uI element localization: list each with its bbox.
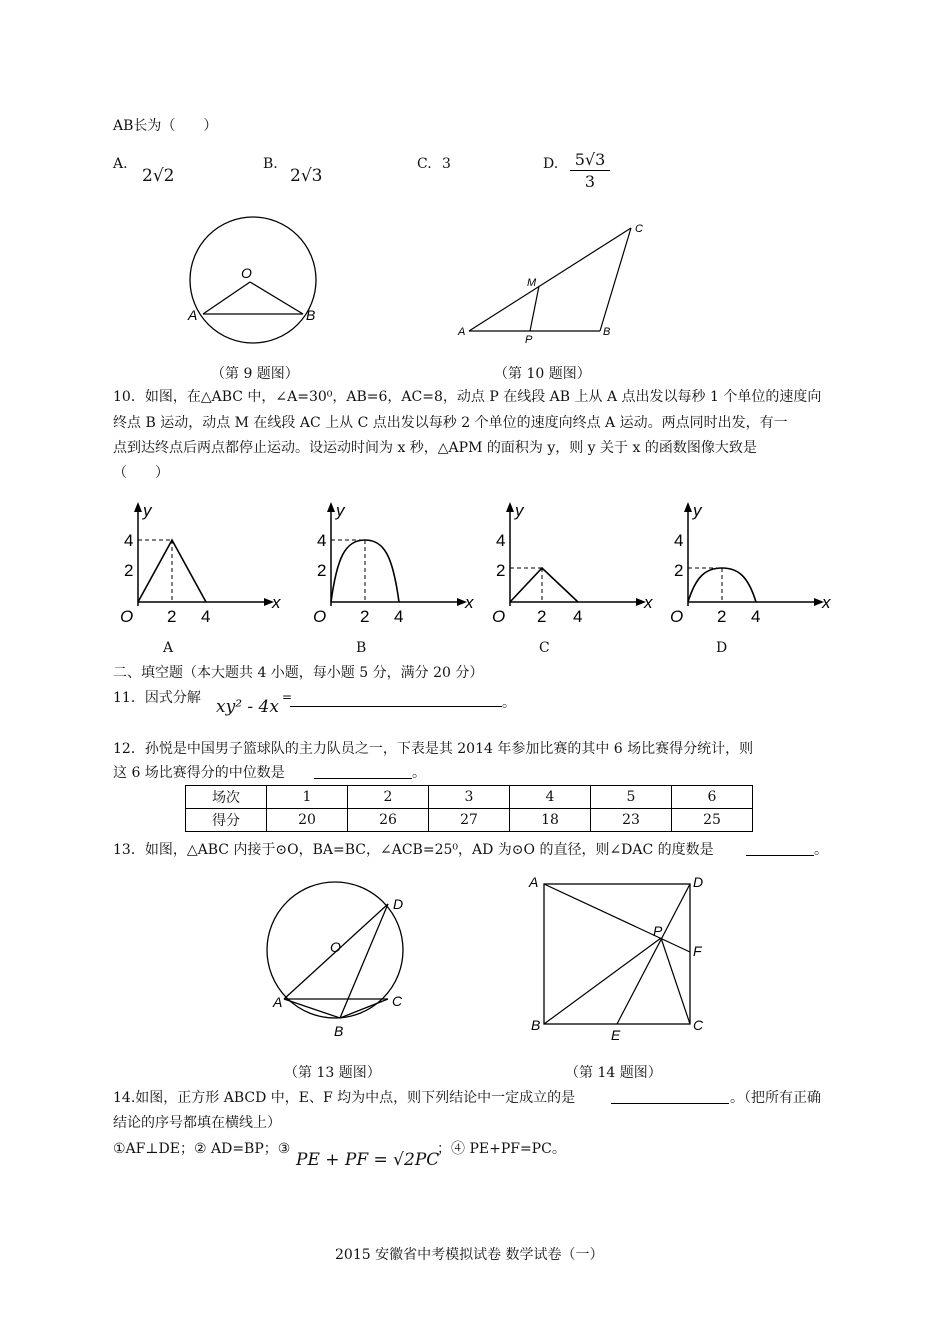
fig9-label-a: A [188, 307, 198, 323]
page-footer: 2015 安徽省中考模拟试卷 数学试卷（一） [335, 1247, 604, 1263]
fig10-side-ac [469, 228, 631, 331]
q14-conclusions-1-2: ①AF⊥DE；② AD=BP；③ [113, 1141, 291, 1157]
graph-d-ytick-4: 4 [674, 531, 684, 550]
q14-answer-blank[interactable] [611, 1089, 729, 1104]
q14-line1-suffix: 。（把所有正确 [730, 1090, 821, 1106]
fig9-radius-oa [203, 282, 250, 314]
fig14-label-b: B [531, 1017, 541, 1033]
fig10-label-p: P [525, 334, 533, 346]
table-cell: 23 [591, 809, 672, 832]
q9-choice-c-value: 3 [442, 156, 451, 172]
graph-d-ytick-2: 2 [674, 561, 684, 580]
table-header-cell: 3 [429, 786, 510, 809]
graph-b-y-label: y [336, 501, 345, 520]
q10-line2: 终点 B 运动，动点 M 在线段 AC 上从 C 点出发以每秒 2 个单位的速度向终点 A 运动。两点同时出发，有一 [113, 415, 788, 431]
graph-c-curve [510, 568, 578, 602]
table-cell: 25 [672, 809, 753, 832]
graph-a-ytick-4: 4 [124, 531, 134, 550]
fig13-label-a: A [273, 994, 283, 1010]
fig14-label-a: A [529, 874, 539, 890]
graph-d-x-label: x [822, 593, 831, 612]
fig10-label-m: M [527, 277, 537, 289]
q10-graph-b [311, 498, 481, 628]
fig10-side-bc [600, 228, 631, 331]
fig9-label-o: O [241, 265, 252, 281]
q13-text-suffix: 。 [814, 842, 828, 858]
graph-c-origin: O [492, 607, 506, 626]
fig14-line-de [617, 884, 690, 1024]
table-row [186, 786, 753, 809]
q9-choice-a-value: 2√2 [142, 166, 175, 186]
section2-heading: 二、填空题（本大题共 4 小题，每小题 5 分，满分 20 分） [113, 665, 484, 681]
fig10-segment-mp [530, 286, 539, 331]
fig14-label-e: E [611, 1027, 621, 1043]
fig13-label-d: D [393, 896, 404, 912]
fig14-square [544, 884, 690, 1024]
graph-b-ytick-2: 2 [317, 561, 327, 580]
q10-graph-d [668, 498, 838, 628]
figure-10 [455, 220, 655, 350]
q13-answer-blank[interactable] [746, 841, 814, 856]
graph-d-option-label: D [716, 640, 728, 656]
table-cell: 26 [348, 809, 429, 832]
q12-line1: 12．孙悦是中国男子篮球队的主力队员之一，下表是其 2014 年参加比赛的其中 6 场比赛得分统计，则 [113, 741, 754, 757]
q9-choice-c-label: C. [417, 156, 432, 172]
fig14-line-bp [544, 938, 661, 1024]
table-cell: 18 [510, 809, 591, 832]
figure-13 [262, 880, 422, 1050]
graph-b-y-arrow [327, 502, 335, 512]
q12-answer-blank[interactable] [314, 764, 412, 779]
q10-line3: 点到达终点后两点都停止运动。设运动时间为 x 秒，△APM 的面积为 y，则 y 关于 x 的函数图像大致是 [113, 440, 757, 456]
q11-suffix: 。 [502, 695, 516, 711]
q11-eq: = [282, 690, 293, 704]
fig14-label-p: P [653, 923, 663, 939]
table-header-cell: 6 [672, 786, 753, 809]
table-row [186, 809, 753, 832]
table-header-cell: 1 [267, 786, 348, 809]
graph-a-y-arrow [134, 502, 142, 512]
figure-9 [180, 210, 330, 350]
graph-d-y-label: y [693, 501, 702, 520]
q9-choice-d-denominator: 3 [584, 172, 596, 191]
fig14-label-d: D [693, 874, 704, 890]
q11-answer-blank[interactable] [290, 692, 502, 707]
graph-c-y-label: y [515, 501, 524, 520]
graph-a-xtick-2: 2 [167, 607, 177, 626]
fig13-caption: （第 13 题图） [284, 1065, 381, 1081]
fig14-caption: （第 14 题图） [565, 1065, 662, 1081]
graph-b-option-label: B [356, 640, 367, 656]
q9-choice-b-value: 2√3 [290, 166, 323, 186]
fig10-label-c: C [635, 223, 643, 235]
fig10-label-b: B [603, 326, 611, 338]
q14-conclusion-3-expr: PE + PF = √2PC [296, 1150, 440, 1170]
table-header-cell: 5 [591, 786, 672, 809]
fig9-circle [190, 217, 316, 343]
q12-line2-suffix: 。 [412, 765, 426, 781]
q11-prefix: 11．因式分解 [113, 690, 201, 706]
fig14-line-af [544, 884, 690, 952]
fig13-label-b: B [334, 1023, 344, 1039]
table-header-cell: 2 [348, 786, 429, 809]
table-cell: 27 [429, 809, 510, 832]
q12-score-table [185, 785, 753, 832]
q9-choice-d-numerator: 5√3 [570, 150, 610, 171]
q14-line1-prefix: 14.如图，正方形 ABCD 中，E、F 均为中点，则下列结论中一定成立的是 [113, 1090, 576, 1106]
graph-a-ytick-2: 2 [124, 561, 134, 580]
fig9-caption: （第 9 题图） [211, 366, 299, 382]
fig13-chord-ab [284, 999, 340, 1018]
graph-c-option-label: C [539, 640, 550, 656]
graph-d-origin: O [670, 607, 684, 626]
q9-choice-a-label: A. [113, 156, 128, 172]
table-header-cell: 场次 [186, 786, 267, 809]
q14-conclusion-4: ；④ PE+PF=PC。 [437, 1141, 566, 1157]
graph-c-xtick-4: 4 [573, 607, 583, 626]
q14-line2: 结论的序号都填在横线上） [113, 1115, 281, 1131]
q13-text-prefix: 13．如图，△ABC 内接于⊙O，BA=BC，∠ACB=25⁰，AD 为⊙O 的直径，则∠DAC 的度数是 [113, 842, 714, 858]
fig14-label-f: F [693, 943, 702, 959]
q10-line4: （ ） [113, 465, 169, 481]
q12-line2-prefix: 这 6 场比赛得分的中位数是 [113, 765, 285, 781]
fig14-line-pc [661, 938, 690, 1024]
q10-graph-c [490, 498, 660, 628]
figure-14 [525, 870, 715, 1043]
graph-a-y-label: y [143, 501, 152, 520]
fig10-caption: （第 10 题图） [494, 366, 591, 382]
table-header-cell: 4 [510, 786, 591, 809]
q9-choice-d-label: D. [543, 156, 559, 172]
graph-c-ytick-4: 4 [496, 531, 506, 550]
q9-choice-b-label: B. [263, 156, 278, 172]
q11-expr: xy² - 4x [216, 697, 279, 717]
table-cell: 20 [267, 809, 348, 832]
graph-b-x-label: x [465, 593, 474, 612]
q10-graph-a [118, 498, 288, 628]
graph-a-origin: O [120, 607, 134, 626]
graph-a-xtick-4: 4 [201, 607, 211, 626]
graph-c-ytick-2: 2 [496, 561, 506, 580]
graph-d-y-arrow [684, 502, 692, 512]
graph-b-xtick-2: 2 [360, 607, 370, 626]
table-cell: 得分 [186, 809, 267, 832]
graph-b-xtick-4: 4 [394, 607, 404, 626]
q10-line1: 10．如图，在△ABC 中，∠A=30⁰，AB=6，AC=8，动点 P 在线段 AB 上从 A 点出发以每秒 1 个单位的速度向 [113, 389, 822, 405]
fig13-label-o: O [330, 939, 341, 955]
fig13-label-c: C [392, 993, 403, 1009]
graph-c-y-arrow [506, 502, 514, 512]
q9-choice-d-value [570, 150, 610, 193]
fig9-radius-ob [250, 282, 303, 314]
graph-b-origin: O [313, 607, 327, 626]
graph-d-xtick-4: 4 [751, 607, 761, 626]
fig10-label-a: A [458, 326, 466, 338]
graph-c-x-label: x [644, 593, 653, 612]
graph-a-x-label: x [272, 593, 281, 612]
q9-stem-tail: AB长为（ ） [113, 118, 218, 134]
fig14-label-c: C [693, 1017, 704, 1033]
fig9-label-b: B [306, 307, 316, 323]
graph-a-option-label: A [163, 640, 174, 656]
graph-d-xtick-2: 2 [717, 607, 727, 626]
graph-c-xtick-2: 2 [537, 607, 547, 626]
graph-b-ytick-4: 4 [317, 531, 327, 550]
